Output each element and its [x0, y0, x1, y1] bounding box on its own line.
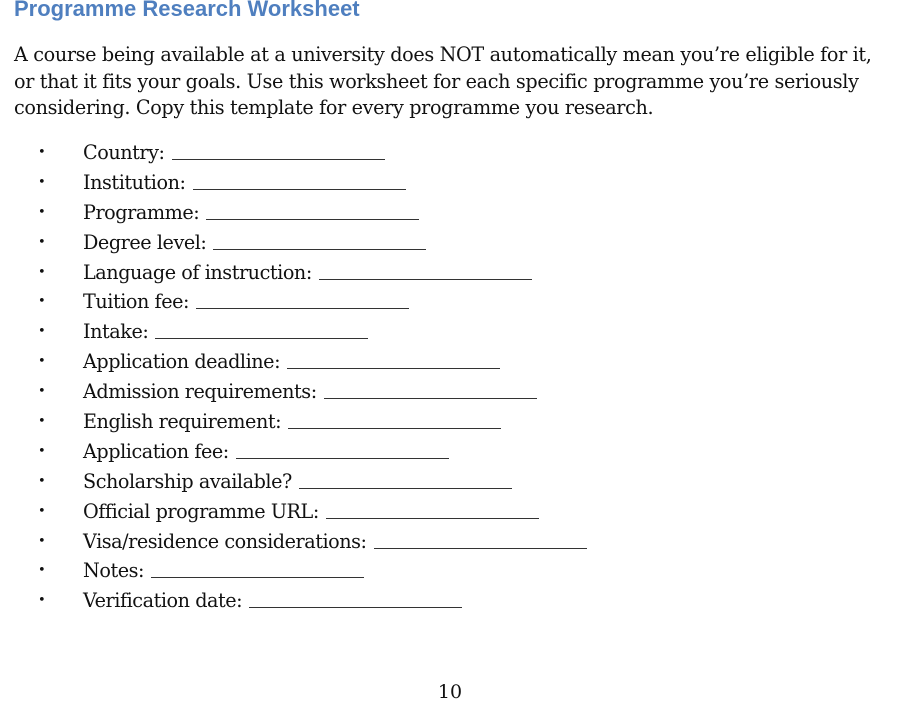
fill-in-blank-line [193, 170, 406, 190]
field-label-text: Programme: [83, 200, 200, 224]
fill-in-blank-line [249, 588, 462, 608]
bullet-icon: • [38, 443, 46, 459]
field-label-text: Verification date: [83, 589, 243, 613]
field-label-text: Country: [83, 141, 165, 164]
field-label [83, 168, 406, 198]
field-label-text: Intake: [83, 320, 149, 344]
worksheet-field [0, 168, 900, 198]
bullet-icon: • [38, 294, 46, 310]
worksheet-field [0, 467, 900, 497]
worksheet-field [0, 138, 900, 168]
bullet-icon: • [38, 145, 46, 160]
fill-in-blank-line [206, 200, 419, 220]
field-label-text: Institution: [83, 170, 186, 194]
fill-in-blank-line [196, 289, 409, 309]
fill-in-blank-line [324, 379, 537, 399]
field-label-text: English requirement: [83, 410, 282, 434]
worksheet-field [0, 377, 900, 407]
bullet-icon: • [38, 593, 46, 609]
page-number: 10 [437, 681, 463, 703]
page-title: Programme Research Worksheet [14, 0, 360, 21]
intro-paragraph: A course being available at a university does NOT automatically mean you’re eligible for it, or that it fits your goals. Use this worksheet for each specific programme you’re seriously considering. Copy this template for every programme you research. [14, 43, 872, 119]
field-label-text: Notes: [83, 559, 145, 583]
field-label [83, 437, 449, 467]
field-label [83, 317, 368, 347]
worksheet-field [0, 437, 900, 467]
field-label-text: Official programme URL: [83, 499, 319, 523]
worksheet-field [0, 527, 900, 557]
field-label-text: Application fee: [83, 439, 229, 463]
fill-in-blank-line [287, 349, 500, 369]
field-label [83, 347, 500, 377]
field-label [83, 198, 419, 228]
bullet-icon: • [38, 204, 46, 220]
worksheet-field [0, 317, 900, 347]
worksheet-field [0, 228, 900, 258]
bullet-icon: • [38, 234, 46, 250]
worksheet-field-list [0, 138, 900, 616]
field-label [83, 556, 364, 586]
field-label [83, 228, 426, 258]
bullet-icon: • [38, 473, 46, 489]
bullet-icon: • [38, 533, 46, 549]
fill-in-blank-line [151, 558, 364, 578]
worksheet-field [0, 556, 900, 586]
field-label-text: Degree level: [83, 230, 207, 254]
field-label [83, 377, 537, 407]
field-label [83, 527, 587, 557]
field-label-text: Scholarship available? [83, 469, 292, 493]
fill-in-blank-line [319, 260, 532, 280]
field-label [83, 467, 512, 497]
bullet-icon: • [38, 354, 46, 370]
fill-in-blank-line [155, 319, 368, 339]
bullet-icon: • [38, 174, 46, 190]
field-label [83, 497, 539, 527]
field-label-text: Visa/residence considerations: [83, 529, 367, 553]
field-label-text: Admission requirements: [83, 380, 317, 404]
field-label [83, 258, 532, 288]
bullet-icon: • [38, 264, 46, 280]
fill-in-blank-line [213, 230, 426, 250]
worksheet-field [0, 258, 900, 288]
bullet-icon: • [38, 324, 46, 340]
fill-in-blank-line [288, 409, 501, 429]
bullet-icon: • [38, 563, 46, 579]
fill-in-blank-line [326, 499, 539, 519]
fill-in-blank-line [172, 140, 385, 160]
bullet-icon: • [38, 503, 46, 519]
field-label [83, 586, 462, 616]
worksheet-field [0, 287, 900, 317]
field-label-text: Application deadline: [83, 350, 281, 374]
worksheet-field [0, 198, 900, 228]
bullet-icon: • [38, 414, 46, 430]
field-label [83, 407, 501, 437]
worksheet-field [0, 497, 900, 527]
fill-in-blank-line [299, 469, 512, 489]
field-label-text: Language of instruction: [83, 260, 312, 284]
field-label [83, 287, 409, 317]
field-label-text: Tuition fee: [83, 290, 190, 314]
worksheet-field [0, 407, 900, 437]
fill-in-blank-line [236, 439, 449, 459]
worksheet-field [0, 586, 900, 616]
worksheet-field [0, 347, 900, 377]
bullet-icon: • [38, 384, 46, 400]
field-label [83, 138, 385, 168]
fill-in-blank-line [374, 529, 587, 549]
